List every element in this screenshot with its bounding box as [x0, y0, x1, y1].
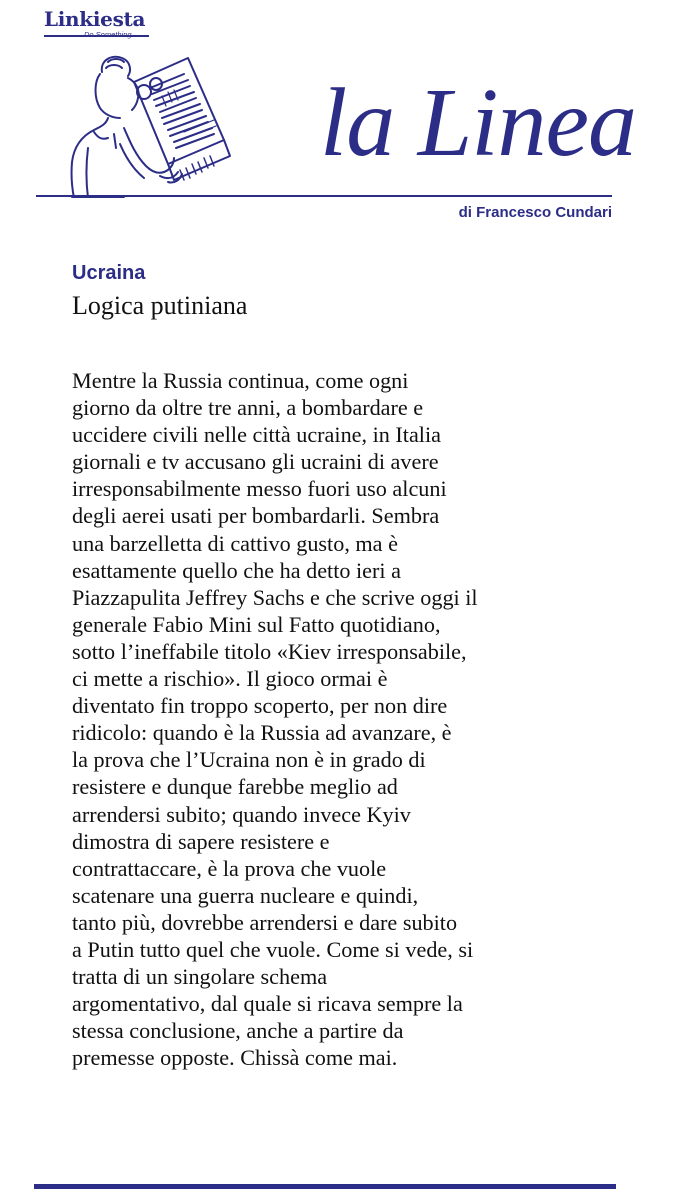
body-line: uccidere civili nelle città ucraine, in Italia [72, 422, 441, 448]
body-line: tanto più, dovrebbe arrendersi e dare subito [72, 909, 458, 935]
footer-divider [34, 1184, 616, 1189]
header-divider [36, 195, 612, 197]
body-line: esattamente quello che ha detto ieri a [72, 557, 401, 583]
body-line: una barzelletta di cattivo gusto, ma è [72, 530, 398, 556]
body-line: irresponsabilmente messo fuori uso alcuni [72, 476, 447, 502]
brand-name: Linkiesta [44, 7, 146, 31]
article-body [72, 367, 572, 1071]
body-line: resistere e dunque farebbe meglio ad [72, 774, 398, 800]
section-label[interactable]: Ucraina [72, 262, 146, 284]
masthead-title: la Linea [320, 69, 636, 177]
body-line: degli aerei usati per bombardarli. Sembra [72, 503, 440, 529]
body-line: la prova che l’Ucraina non è in grado di [72, 747, 426, 773]
body-line: giorno da oltre tre anni, a bombardare e [72, 395, 424, 421]
body-line: dimostra di sapere resistere e [72, 828, 330, 854]
body-line: arrendersi subito; quando invece Kyiv [72, 801, 411, 827]
body-line: ridicolo: quando è la Russia ad avanzare, è [72, 720, 452, 746]
body-line: argomentativo, dal quale si ricava sempre la [72, 991, 463, 1017]
body-line: Mentre la Russia continua, come ogni [72, 368, 409, 393]
brand-underline [44, 35, 149, 37]
body-line: a Putin tutto quel che vuole. Come si vede, si [72, 936, 474, 962]
article-headline: Logica putiniana [72, 291, 248, 320]
author-byline: di Francesco Cundari [458, 204, 612, 221]
body-line: generale Fabio Mini sul Fatto quotidiano, [72, 611, 441, 637]
body-line: contrattaccare, è la prova che vuole [72, 855, 387, 881]
body-line: giornali e tv accusano gli ucraini di avere [72, 449, 439, 475]
body-line: ci mette a rischio». Il gioco ormai è [72, 666, 388, 692]
body-line: premesse opposte. Chissà come mai. [72, 1045, 398, 1071]
body-line: tratta di un singolare schema [72, 964, 328, 990]
body-line: scatenare una guerra nucleare e quindi, [72, 882, 419, 908]
body-line: Piazzapulita Jeffrey Sachs e che scrive oggi il [72, 584, 478, 610]
newspaper-reader-illustration-icon [64, 52, 232, 198]
body-line: diventato fin troppo scoperto, per non dire [72, 693, 448, 719]
body-line: sotto l’ineffabile titolo «Kiev irresponsabile, [72, 638, 467, 664]
body-line: stessa conclusione, anche a partire da [72, 1018, 404, 1044]
